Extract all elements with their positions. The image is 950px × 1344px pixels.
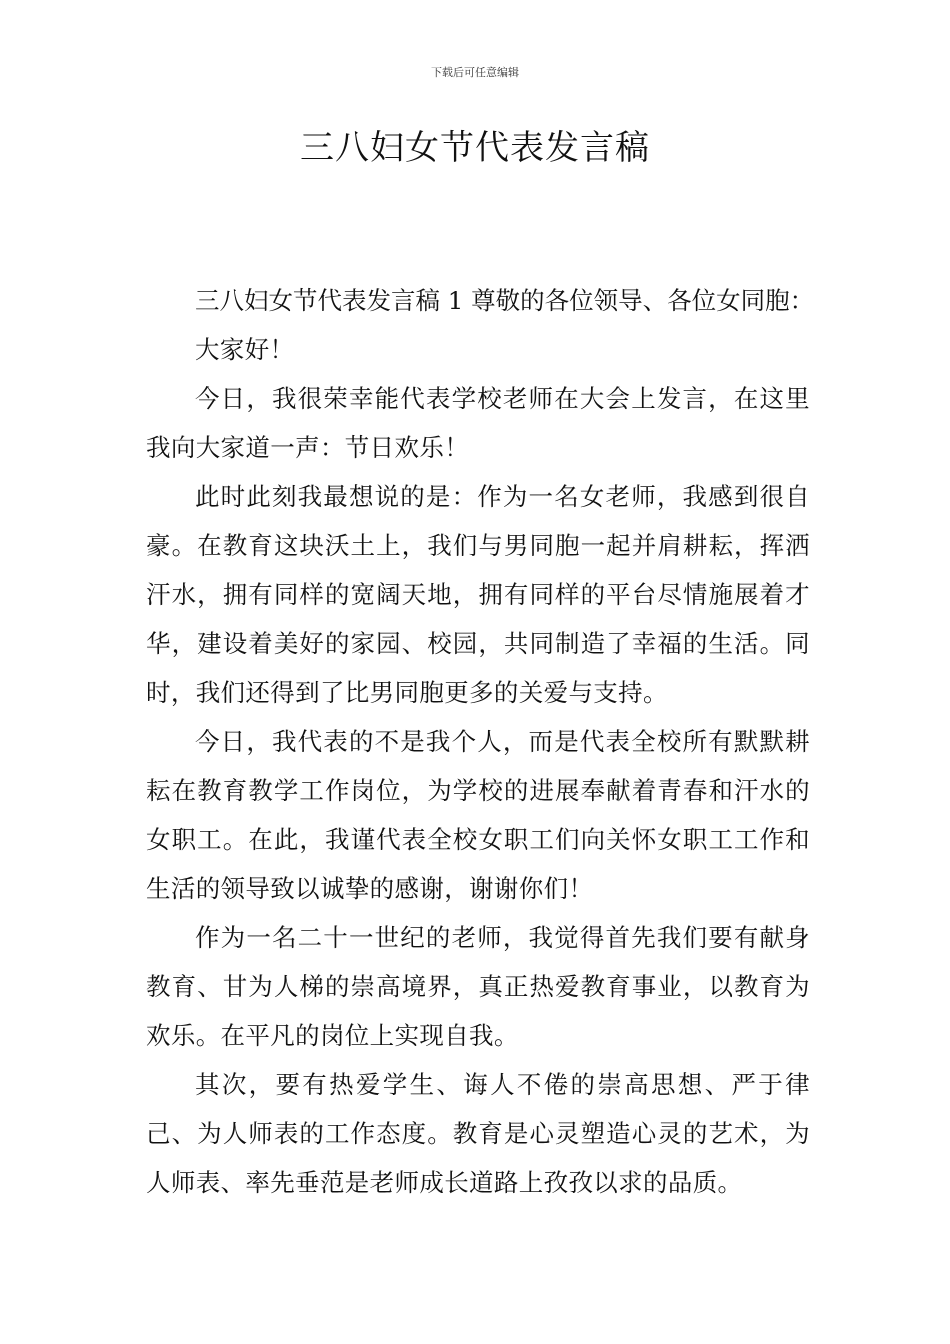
paragraph: 作为一名二十一世纪的老师，我觉得首先我们要有献身教育、甘为人梯的崇高境界，真正热爱教育事业，以教育为欢乐。在平凡的岗位上实现自我。	[146, 923, 810, 1050]
header-note: 下载后可任意编辑	[431, 66, 519, 79]
paragraph: 今日，我代表的不是我个人，而是代表全校所有默默耕耘在教育教学工作岗位，为学校的进展奉献着青春和汗水的女职工。在此，我谨代表全校女职工们向关怀女职工工作和生活的领导致以诚挚的感谢，谢谢你们！	[146, 727, 810, 903]
paragraph: 此时此刻我最想说的是：作为一名女老师，我感到很自豪。在教育这块沃土上，我们与男同胞一起并肩耕耘，挥洒汗水，拥有同样的宽阔天地，拥有同样的平台尽情施展着才华，建设着美好的家园、校园，共同制造了幸福的生活。同时，我们还得到了比男同胞更多的关爱与支持。	[146, 482, 810, 707]
paragraph-greeting-line: 三八妇女节代表发言稿 1 尊敬的各位领导、各位女同胞：	[195, 286, 815, 315]
paragraph: 其次，要有热爱学生、诲人不倦的崇高思想、严于律己、为人师表的工作态度。教育是心灵塑造心灵的艺术，为人师表、率先垂范是老师成长道路上孜孜以求的品质。	[146, 1070, 810, 1197]
paragraph-salutation: 大家好！	[195, 335, 295, 364]
document-title: 三八妇女节代表发言稿	[300, 128, 650, 168]
paragraph: 今日，我很荣幸能代表学校老师在大会上发言，在这里我向大家道一声：节日欢乐！	[146, 384, 810, 462]
document-body	[146, 276, 815, 1207]
